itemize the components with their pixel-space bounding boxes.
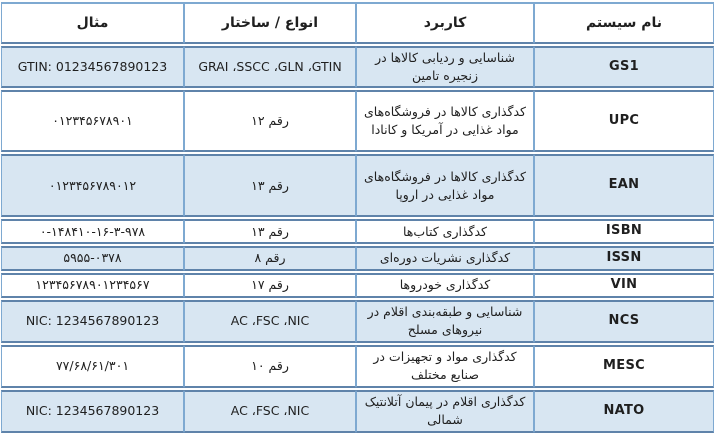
example-value: GTIN: 01234567890123: [17, 59, 168, 75]
usage-cell: [356, 390, 534, 433]
example-cell: [1, 273, 184, 298]
structure-value: GRAI ،SSCC ،GLN ،GTIN: [198, 59, 342, 75]
header-row: [1, 2, 714, 44]
table-row: [1, 246, 714, 271]
column-header-example: مثال: [1, 2, 184, 44]
structure-cell: [184, 46, 356, 88]
system-value: EAN: [608, 177, 640, 193]
table-row: [1, 154, 714, 217]
table-body: [1, 46, 714, 433]
system-value: ISSN: [606, 250, 642, 266]
table-row: [1, 390, 714, 433]
example-cell: [1, 390, 184, 433]
usage-cell: [356, 273, 534, 298]
example-value: ۰۱۲۳۴۵۶۷۸۹۰۱۲: [48, 177, 137, 193]
system-cell: [534, 154, 714, 217]
system-value: UPC: [608, 112, 640, 128]
column-header-usage: کاربرد: [356, 2, 534, 44]
system-cell: [534, 90, 714, 152]
system-cell: [534, 46, 714, 88]
structure-value: ۱۲ رقم: [251, 113, 289, 129]
structure-value: ۱۰ رقم: [251, 358, 289, 374]
example-value: ۵۹۵۵-۰۳۷۸: [63, 250, 122, 266]
structure-cell: [184, 246, 356, 271]
usage-cell: [356, 154, 534, 217]
structure-value: ۸ رقم: [254, 250, 286, 266]
structure-value: AC ،FSC ،NIC: [230, 313, 310, 329]
table-row: [1, 46, 714, 88]
system-value: MESC: [603, 357, 645, 373]
usage-cell: [356, 246, 534, 271]
structure-cell: [184, 390, 356, 433]
usage-cell: [356, 345, 534, 388]
usage-cell: [356, 300, 534, 343]
example-value: NIC: 1234567890123: [25, 313, 160, 329]
system-value: NCS: [608, 312, 640, 328]
system-cell: [534, 300, 714, 343]
example-value: NIC: 1234567890123: [25, 403, 160, 419]
table-row: [1, 273, 714, 298]
usage-value: شناسایی و ردیابی کالاها در زنجیره تامین: [375, 50, 515, 84]
structure-value: ۱۷ رقم: [251, 277, 289, 293]
system-value: VIN: [610, 276, 638, 292]
example-cell: [1, 300, 184, 343]
structure-cell: [184, 300, 356, 343]
table-row: [1, 345, 714, 388]
system-cell: [534, 390, 714, 433]
usage-cell: [356, 219, 534, 244]
example-value: ۰-۱۴۸۴۱۰-۱۶-۳-۹۷۸: [39, 223, 146, 239]
table-row: [1, 219, 714, 244]
column-header-system: نام سیستم: [534, 2, 714, 44]
usage-value: کدگذاری کتاب‌ها: [403, 223, 487, 239]
structure-cell: [184, 219, 356, 244]
example-cell: [1, 46, 184, 88]
usage-value: کدگذاری خودروها: [399, 277, 491, 293]
coding-systems-table: [1, 0, 714, 435]
structure-cell: [184, 90, 356, 152]
column-header-structure: انواع / ساختار: [184, 2, 356, 44]
example-cell: [1, 219, 184, 244]
usage-value: کدگذاری مواد و تجهیزات در صنایع مختلف: [373, 349, 517, 383]
system-cell: [534, 246, 714, 271]
usage-cell: [356, 90, 534, 152]
system-value: GS1: [609, 58, 639, 74]
structure-cell: [184, 345, 356, 388]
example-value: ۱۲۳۴۵۶۷۸۹۰۱۲۳۴۵۶۷: [35, 277, 150, 293]
example-value: ۷۷/۶۸/۶۱/۳۰۱: [55, 358, 130, 374]
structure-cell: [184, 273, 356, 298]
system-value: NATO: [603, 402, 645, 418]
example-cell: [1, 90, 184, 152]
usage-value: شناسایی و طبقه‌بندی اقلام در نیروهای مسلح: [367, 304, 523, 338]
example-cell: [1, 345, 184, 388]
example-value: ۰۱۲۳۴۵۶۷۸۹۰۱: [52, 113, 133, 129]
table-row: [1, 90, 714, 152]
usage-value: کدگذاری اقلام در پیمان آتلانتیک شمالی: [364, 394, 526, 428]
table-row: [1, 300, 714, 343]
structure-cell: [184, 154, 356, 217]
system-cell: [534, 219, 714, 244]
system-cell: [534, 273, 714, 298]
structure-value: AC ،FSC ،NIC: [230, 403, 310, 419]
usage-value: کدگذاری نشریات دوره‌ای: [379, 250, 511, 266]
usage-value: کدگذاری کالاها در فروشگاه‌های مواد غذایی در آمریکا و کانادا: [364, 104, 526, 138]
system-value: ISBN: [605, 223, 643, 239]
usage-cell: [356, 46, 534, 88]
system-cell: [534, 345, 714, 388]
example-cell: [1, 154, 184, 217]
structure-value: ۱۳ رقم: [251, 177, 289, 193]
example-cell: [1, 246, 184, 271]
usage-value: کدگذاری کالاها در فروشگاه‌های مواد غذایی در اروپا: [364, 168, 526, 202]
structure-value: ۱۳ رقم: [251, 223, 289, 239]
